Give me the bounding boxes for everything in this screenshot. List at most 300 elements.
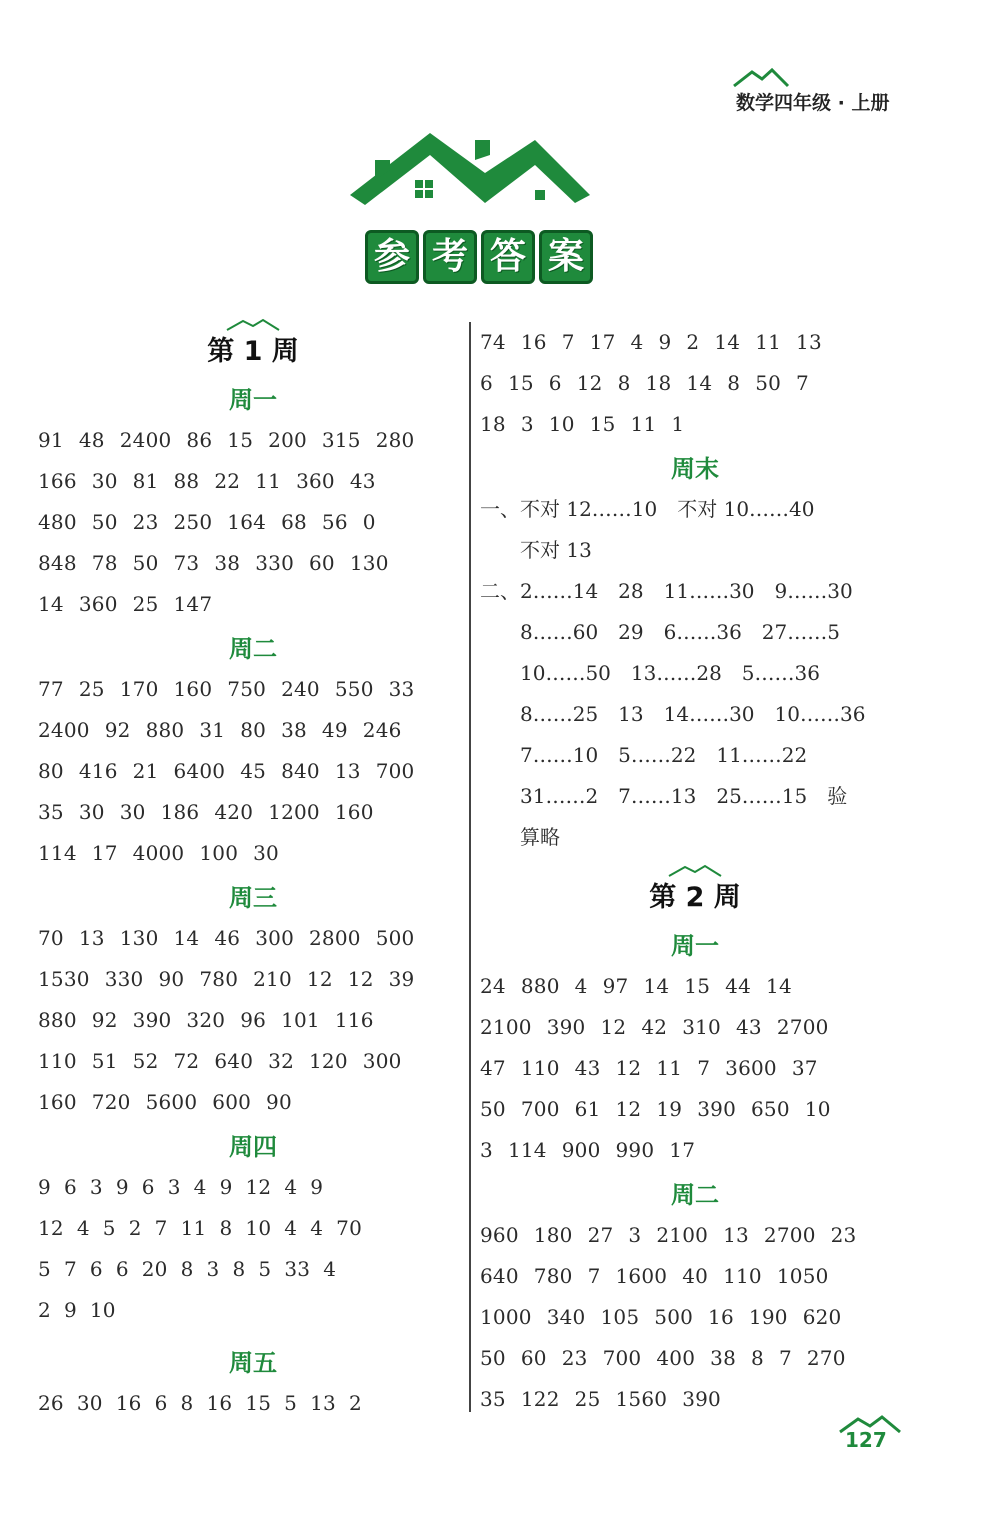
answer-value: 848 (38, 551, 77, 575)
answer-value: 700 (520, 1097, 560, 1121)
answer-value: 2 (348, 1391, 362, 1415)
answer-value: 43 (735, 1015, 762, 1039)
answer-line: 不对 13 (520, 538, 592, 562)
answer-value: 5600 (145, 1090, 198, 1114)
answer-value: 15 (684, 974, 711, 998)
day-title: 周五 (229, 1349, 277, 1377)
answer-value: 48 (78, 428, 105, 452)
day-title: 周末 (671, 455, 719, 483)
answer-value: 39 (388, 967, 415, 991)
answer-row (38, 584, 468, 625)
answer-value: 390 (546, 1015, 586, 1039)
answer-value: 50 (755, 371, 782, 395)
week-title-text: 第 2 周 (649, 882, 741, 913)
small-house-icon (732, 66, 790, 88)
answer-row (480, 1297, 910, 1338)
answer-value: 400 (656, 1346, 696, 1370)
answer-value: 7 (587, 1264, 601, 1288)
answer-value: 1560 (615, 1387, 668, 1411)
banner-char: 案 (539, 230, 593, 284)
answer-value: 90 (158, 967, 185, 991)
answer-value: 8 (219, 1216, 233, 1240)
answer-value: 72 (173, 1049, 200, 1073)
answer-line: 8……60 29 6……36 27……5 (520, 620, 840, 644)
book-title-header: 数学四年级 · 上册 (736, 92, 890, 114)
answer-value: 30 (78, 800, 105, 824)
answer-value: 4 (323, 1257, 337, 1281)
answer-value: 14 (38, 592, 64, 616)
answer-value: 6 (154, 1391, 168, 1415)
answer-row (480, 322, 910, 363)
answer-block (38, 669, 468, 874)
answer-row (38, 502, 468, 543)
answer-value: 114 (507, 1138, 547, 1162)
answer-value: 12 (600, 1015, 627, 1039)
week-title (480, 874, 910, 922)
answer-value: 315 (321, 428, 361, 452)
answer-line: 31……2 7……13 25……15 验 (520, 784, 848, 808)
answer-value: 880 (145, 718, 185, 742)
answer-value: 2700 (776, 1015, 829, 1039)
answer-value: 2 (38, 1298, 51, 1322)
answer-row (38, 543, 468, 584)
answer-value: 280 (375, 428, 415, 452)
answer-block (38, 918, 468, 1123)
answer-value: 3 (480, 1138, 493, 1162)
week-title (38, 328, 468, 376)
answer-value: 105 (600, 1305, 640, 1329)
answer-row (480, 363, 910, 404)
answer-value: 7 (778, 1346, 792, 1370)
answer-value: 300 (255, 926, 294, 950)
answer-value: 16 (708, 1305, 734, 1329)
right-column (480, 322, 910, 1420)
answer-value: 50 (480, 1097, 506, 1121)
answer-value: 780 (533, 1264, 573, 1288)
answer-value: 27 (587, 1223, 614, 1247)
answer-value: 3 (167, 1175, 181, 1199)
answer-value: 12 (347, 967, 374, 991)
answer-row (38, 710, 468, 751)
answer-value: 16 (115, 1391, 142, 1415)
answer-value: 960 (480, 1223, 519, 1247)
answer-value: 160 (334, 800, 374, 824)
answer-value: 44 (725, 974, 752, 998)
answer-value: 320 (186, 1008, 226, 1032)
day-title: 周三 (229, 884, 277, 912)
answer-value: 2 (686, 330, 700, 354)
answer-value: 30 (76, 1391, 103, 1415)
answer-value: 640 (214, 1049, 254, 1073)
answer-value: 2800 (309, 926, 361, 950)
answer-value: 78 (91, 551, 118, 575)
page-number: 127 (845, 1428, 887, 1452)
answer-value: 70 (38, 926, 64, 950)
answer-value: 17 (669, 1138, 696, 1162)
answer-value: 6400 (173, 759, 226, 783)
answer-value: 390 (682, 1387, 721, 1411)
answer-value: 17 (91, 841, 118, 865)
week-title-text: 第 1 周 (207, 336, 299, 367)
answer-value: 33 (388, 677, 415, 701)
answer-value: 13 (78, 926, 105, 950)
answer-value: 166 (38, 469, 77, 493)
answer-value: 8 (180, 1391, 194, 1415)
answer-row (38, 959, 468, 1000)
answer-value: 13 (723, 1223, 749, 1247)
answer-value: 5 (284, 1391, 298, 1415)
answer-value: 26 (38, 1391, 64, 1415)
answer-row (38, 1000, 468, 1041)
answer-value: 25 (78, 677, 105, 701)
answer-value: 12 (615, 1097, 642, 1121)
answer-value: 170 (119, 677, 159, 701)
answer-value: 10 (548, 412, 575, 436)
answer-value: 420 (214, 800, 254, 824)
answer-value: 360 (78, 592, 118, 616)
answer-value: 17 (589, 330, 616, 354)
house-roof-logo (345, 125, 595, 225)
answer-value: 240 (281, 677, 320, 701)
answer-value: 390 (697, 1097, 736, 1121)
answer-value: 9 (115, 1175, 129, 1199)
answer-block (480, 966, 910, 1171)
answer-value: 97 (602, 974, 629, 998)
answer-value: 110 (723, 1264, 762, 1288)
answer-value: 110 (38, 1049, 77, 1073)
answer-value: 77 (38, 677, 64, 701)
answer-value: 91 (38, 428, 64, 452)
answer-value: 7 (561, 330, 575, 354)
answer-value: 42 (641, 1015, 668, 1039)
answer-value: 10 (804, 1097, 831, 1121)
answer-value: 480 (38, 510, 77, 534)
answer-value: 35 (38, 800, 64, 824)
answer-value: 60 (309, 551, 335, 575)
answer-line: 一、不对 12……10 不对 10……40 (480, 497, 815, 521)
answer-value: 38 (281, 718, 307, 742)
answer-value: 3 (520, 412, 534, 436)
answer-value: 160 (38, 1090, 77, 1114)
answer-value: 68 (281, 510, 307, 534)
answer-value: 31 (199, 718, 226, 742)
answer-value: 33 (284, 1257, 311, 1281)
answer-value: 8 (617, 371, 631, 395)
answer-value: 114 (38, 841, 77, 865)
answer-value: 330 (104, 967, 144, 991)
answer-row (480, 1130, 910, 1171)
answer-value: 9 (658, 330, 672, 354)
answer-value: 780 (199, 967, 239, 991)
answer-value: 30 (253, 841, 279, 865)
answer-value: 14 (686, 371, 713, 395)
answer-value: 40 (682, 1264, 709, 1288)
answer-value: 43 (574, 1056, 601, 1080)
answer-value: 11 (255, 469, 282, 493)
answer-value: 700 (602, 1346, 642, 1370)
answer-value: 164 (227, 510, 267, 534)
answer-value: 96 (240, 1008, 267, 1032)
answer-value: 37 (791, 1056, 818, 1080)
answer-value: 12 (576, 371, 603, 395)
answer-block (38, 1167, 468, 1331)
answer-value: 13 (310, 1391, 336, 1415)
banner-char: 参 (365, 230, 419, 284)
answer-value: 550 (334, 677, 374, 701)
answer-row (480, 1215, 910, 1256)
answer-value: 45 (240, 759, 267, 783)
answer-value: 620 (802, 1305, 842, 1329)
answer-value: 270 (806, 1346, 846, 1370)
answer-row (38, 1290, 468, 1331)
answer-block (480, 1215, 910, 1420)
answer-value: 101 (281, 1008, 320, 1032)
answer-row (38, 461, 468, 502)
answer-value: 650 (751, 1097, 790, 1121)
answer-value: 61 (574, 1097, 601, 1121)
answer-value: 110 (520, 1056, 560, 1080)
answer-value: 2100 (656, 1223, 709, 1247)
answer-value: 49 (321, 718, 348, 742)
answer-value: 6 (63, 1175, 77, 1199)
answer-row (38, 1041, 468, 1082)
answer-value: 24 (480, 974, 506, 998)
answer-value: 12 (615, 1056, 642, 1080)
answer-value: 116 (334, 1008, 374, 1032)
answer-value: 990 (615, 1138, 655, 1162)
answer-value: 9 (63, 1298, 77, 1322)
answer-value: 12 (245, 1175, 272, 1199)
answer-value: 21 (132, 759, 159, 783)
answer-value: 1530 (38, 967, 90, 991)
answer-value: 147 (173, 592, 213, 616)
answer-value: 19 (656, 1097, 683, 1121)
answer-value: 12 (306, 967, 333, 991)
answer-value: 13 (334, 759, 361, 783)
answer-value: 360 (296, 469, 335, 493)
answer-row (480, 1089, 910, 1130)
answer-value: 50 (480, 1346, 506, 1370)
answer-value: 9 (219, 1175, 233, 1199)
answer-value: 200 (268, 428, 307, 452)
answer-value: 4 (574, 974, 588, 998)
answer-value: 25 (574, 1387, 601, 1411)
answer-row (38, 918, 468, 959)
answer-value: 15 (245, 1391, 272, 1415)
answer-row (38, 833, 468, 874)
answer-value: 720 (91, 1090, 131, 1114)
answer-value: 2700 (763, 1223, 816, 1247)
answer-row (38, 669, 468, 710)
answer-value: 4 (284, 1216, 298, 1240)
answer-value: 120 (309, 1049, 348, 1073)
answer-value: 35 (480, 1387, 506, 1411)
answer-value: 840 (281, 759, 320, 783)
answer-value: 100 (199, 841, 239, 865)
answer-value: 32 (268, 1049, 294, 1073)
day-title: 周四 (229, 1133, 277, 1161)
answer-value: 160 (173, 677, 213, 701)
answer-value: 11 (656, 1056, 683, 1080)
answer-value: 3 (206, 1257, 220, 1281)
answer-value: 5 (258, 1257, 272, 1281)
answer-value: 6 (480, 371, 493, 395)
answer-line: 7……10 5……22 11……22 (520, 743, 808, 767)
answer-value: 390 (132, 1008, 172, 1032)
answer-value: 15 (589, 412, 616, 436)
answer-value: 6 (89, 1257, 103, 1281)
answer-value: 22 (214, 469, 241, 493)
answer-value: 15 (227, 428, 254, 452)
answer-value: 2400 (119, 428, 172, 452)
answer-block (38, 1383, 468, 1424)
answer-value: 15 (507, 371, 534, 395)
answer-value: 330 (255, 551, 294, 575)
answer-value: 88 (173, 469, 200, 493)
answer-value: 4000 (132, 841, 185, 865)
answer-row (38, 792, 468, 833)
answer-line: 算略 (520, 825, 560, 849)
column-divider (469, 322, 471, 1412)
answer-value: 9 (310, 1175, 324, 1199)
answer-value: 14 (643, 974, 670, 998)
day-title: 周一 (229, 386, 277, 414)
answer-value: 30 (91, 469, 118, 493)
answer-value: 46 (214, 926, 241, 950)
answer-value: 300 (362, 1049, 402, 1073)
answer-value: 11 (180, 1216, 207, 1240)
answer-value: 25 (132, 592, 159, 616)
answer-value: 47 (480, 1056, 506, 1080)
answer-value: 500 (375, 926, 415, 950)
answer-value: 416 (78, 759, 118, 783)
answer-value: 6 (115, 1257, 129, 1281)
small-house-icon (667, 864, 723, 878)
answer-value: 14 (173, 926, 200, 950)
answer-value: 186 (160, 800, 200, 824)
answer-value: 73 (173, 551, 200, 575)
answer-value: 52 (132, 1049, 159, 1073)
answer-value: 56 (321, 510, 348, 534)
answer-value: 23 (561, 1346, 588, 1370)
answer-value: 1200 (268, 800, 320, 824)
answer-value: 20 (141, 1257, 168, 1281)
answer-value: 2400 (38, 718, 90, 742)
answer-line: 8……25 13 14……30 10……36 (520, 702, 866, 726)
answer-value: 16 (520, 330, 547, 354)
answer-value: 700 (375, 759, 415, 783)
answer-value: 80 (38, 759, 64, 783)
answer-value: 30 (119, 800, 146, 824)
answer-value: 80 (240, 718, 267, 742)
answer-value: 900 (561, 1138, 601, 1162)
day-title: 周二 (671, 1181, 719, 1209)
answer-value: 4 (76, 1216, 90, 1240)
answer-row (38, 1208, 468, 1249)
answer-value: 1 (671, 412, 685, 436)
answer-value: 18 (645, 371, 672, 395)
answer-value: 880 (38, 1008, 77, 1032)
answer-value: 23 (132, 510, 159, 534)
answer-row (480, 1048, 910, 1089)
answer-value: 250 (173, 510, 213, 534)
answer-value: 130 (349, 551, 389, 575)
answer-value: 3600 (725, 1056, 777, 1080)
answer-value: 130 (119, 926, 159, 950)
answer-row (38, 1249, 468, 1290)
day-title: 周一 (671, 932, 719, 960)
answer-value: 86 (186, 428, 213, 452)
answer-value: 11 (755, 330, 782, 354)
banner-char: 考 (423, 230, 477, 284)
day-title: 周二 (229, 635, 277, 663)
answer-value: 92 (104, 718, 131, 742)
answer-row (38, 1167, 468, 1208)
answer-value: 90 (266, 1090, 292, 1114)
answer-row (38, 751, 468, 792)
answer-value: 8 (727, 371, 741, 395)
answer-value: 50 (91, 510, 118, 534)
answer-value: 4 (630, 330, 644, 354)
left-column (38, 322, 468, 1424)
answer-value: 3 (89, 1175, 103, 1199)
answer-row (480, 1338, 910, 1379)
answer-line: 二、2……14 28 11……30 9……30 (480, 579, 853, 603)
answer-value: 4 (284, 1175, 298, 1199)
answer-value: 10 (89, 1298, 116, 1322)
answer-row (480, 404, 910, 445)
answer-value: 18 (480, 412, 506, 436)
answer-value: 1600 (615, 1264, 668, 1288)
answer-value: 8 (180, 1257, 194, 1281)
answer-value: 9 (38, 1175, 51, 1199)
answer-value: 60 (520, 1346, 547, 1370)
answer-value: 246 (362, 718, 402, 742)
answer-value: 0 (362, 510, 376, 534)
answer-value: 12 (38, 1216, 64, 1240)
answer-value: 600 (212, 1090, 252, 1114)
answer-value: 1000 (480, 1305, 532, 1329)
answer-value: 51 (91, 1049, 118, 1073)
answer-value: 38 (214, 551, 241, 575)
answer-value: 310 (682, 1015, 721, 1039)
answer-value: 122 (520, 1387, 560, 1411)
answer-value: 4 (193, 1175, 207, 1199)
answer-value: 70 (336, 1216, 362, 1240)
answer-value: 2100 (480, 1015, 532, 1039)
banner-char: 答 (481, 230, 535, 284)
answer-value: 81 (132, 469, 159, 493)
answer-value: 7 (697, 1056, 711, 1080)
answer-block (480, 322, 910, 445)
answer-row (38, 1082, 468, 1123)
answer-value: 5 (38, 1257, 51, 1281)
answer-value: 8 (232, 1257, 246, 1281)
answer-value: 210 (253, 967, 292, 991)
answer-value: 500 (654, 1305, 694, 1329)
answer-row (38, 420, 468, 461)
answer-value: 13 (796, 330, 822, 354)
answer-value: 38 (710, 1346, 736, 1370)
answer-value: 5 (102, 1216, 116, 1240)
answer-value: 880 (520, 974, 560, 998)
answer-value: 92 (91, 1008, 118, 1032)
answer-value: 43 (349, 469, 376, 493)
answer-value: 7 (154, 1216, 168, 1240)
answer-value: 74 (480, 330, 506, 354)
answer-block (38, 420, 468, 625)
answer-line: 10……50 13……28 5……36 (520, 661, 820, 685)
